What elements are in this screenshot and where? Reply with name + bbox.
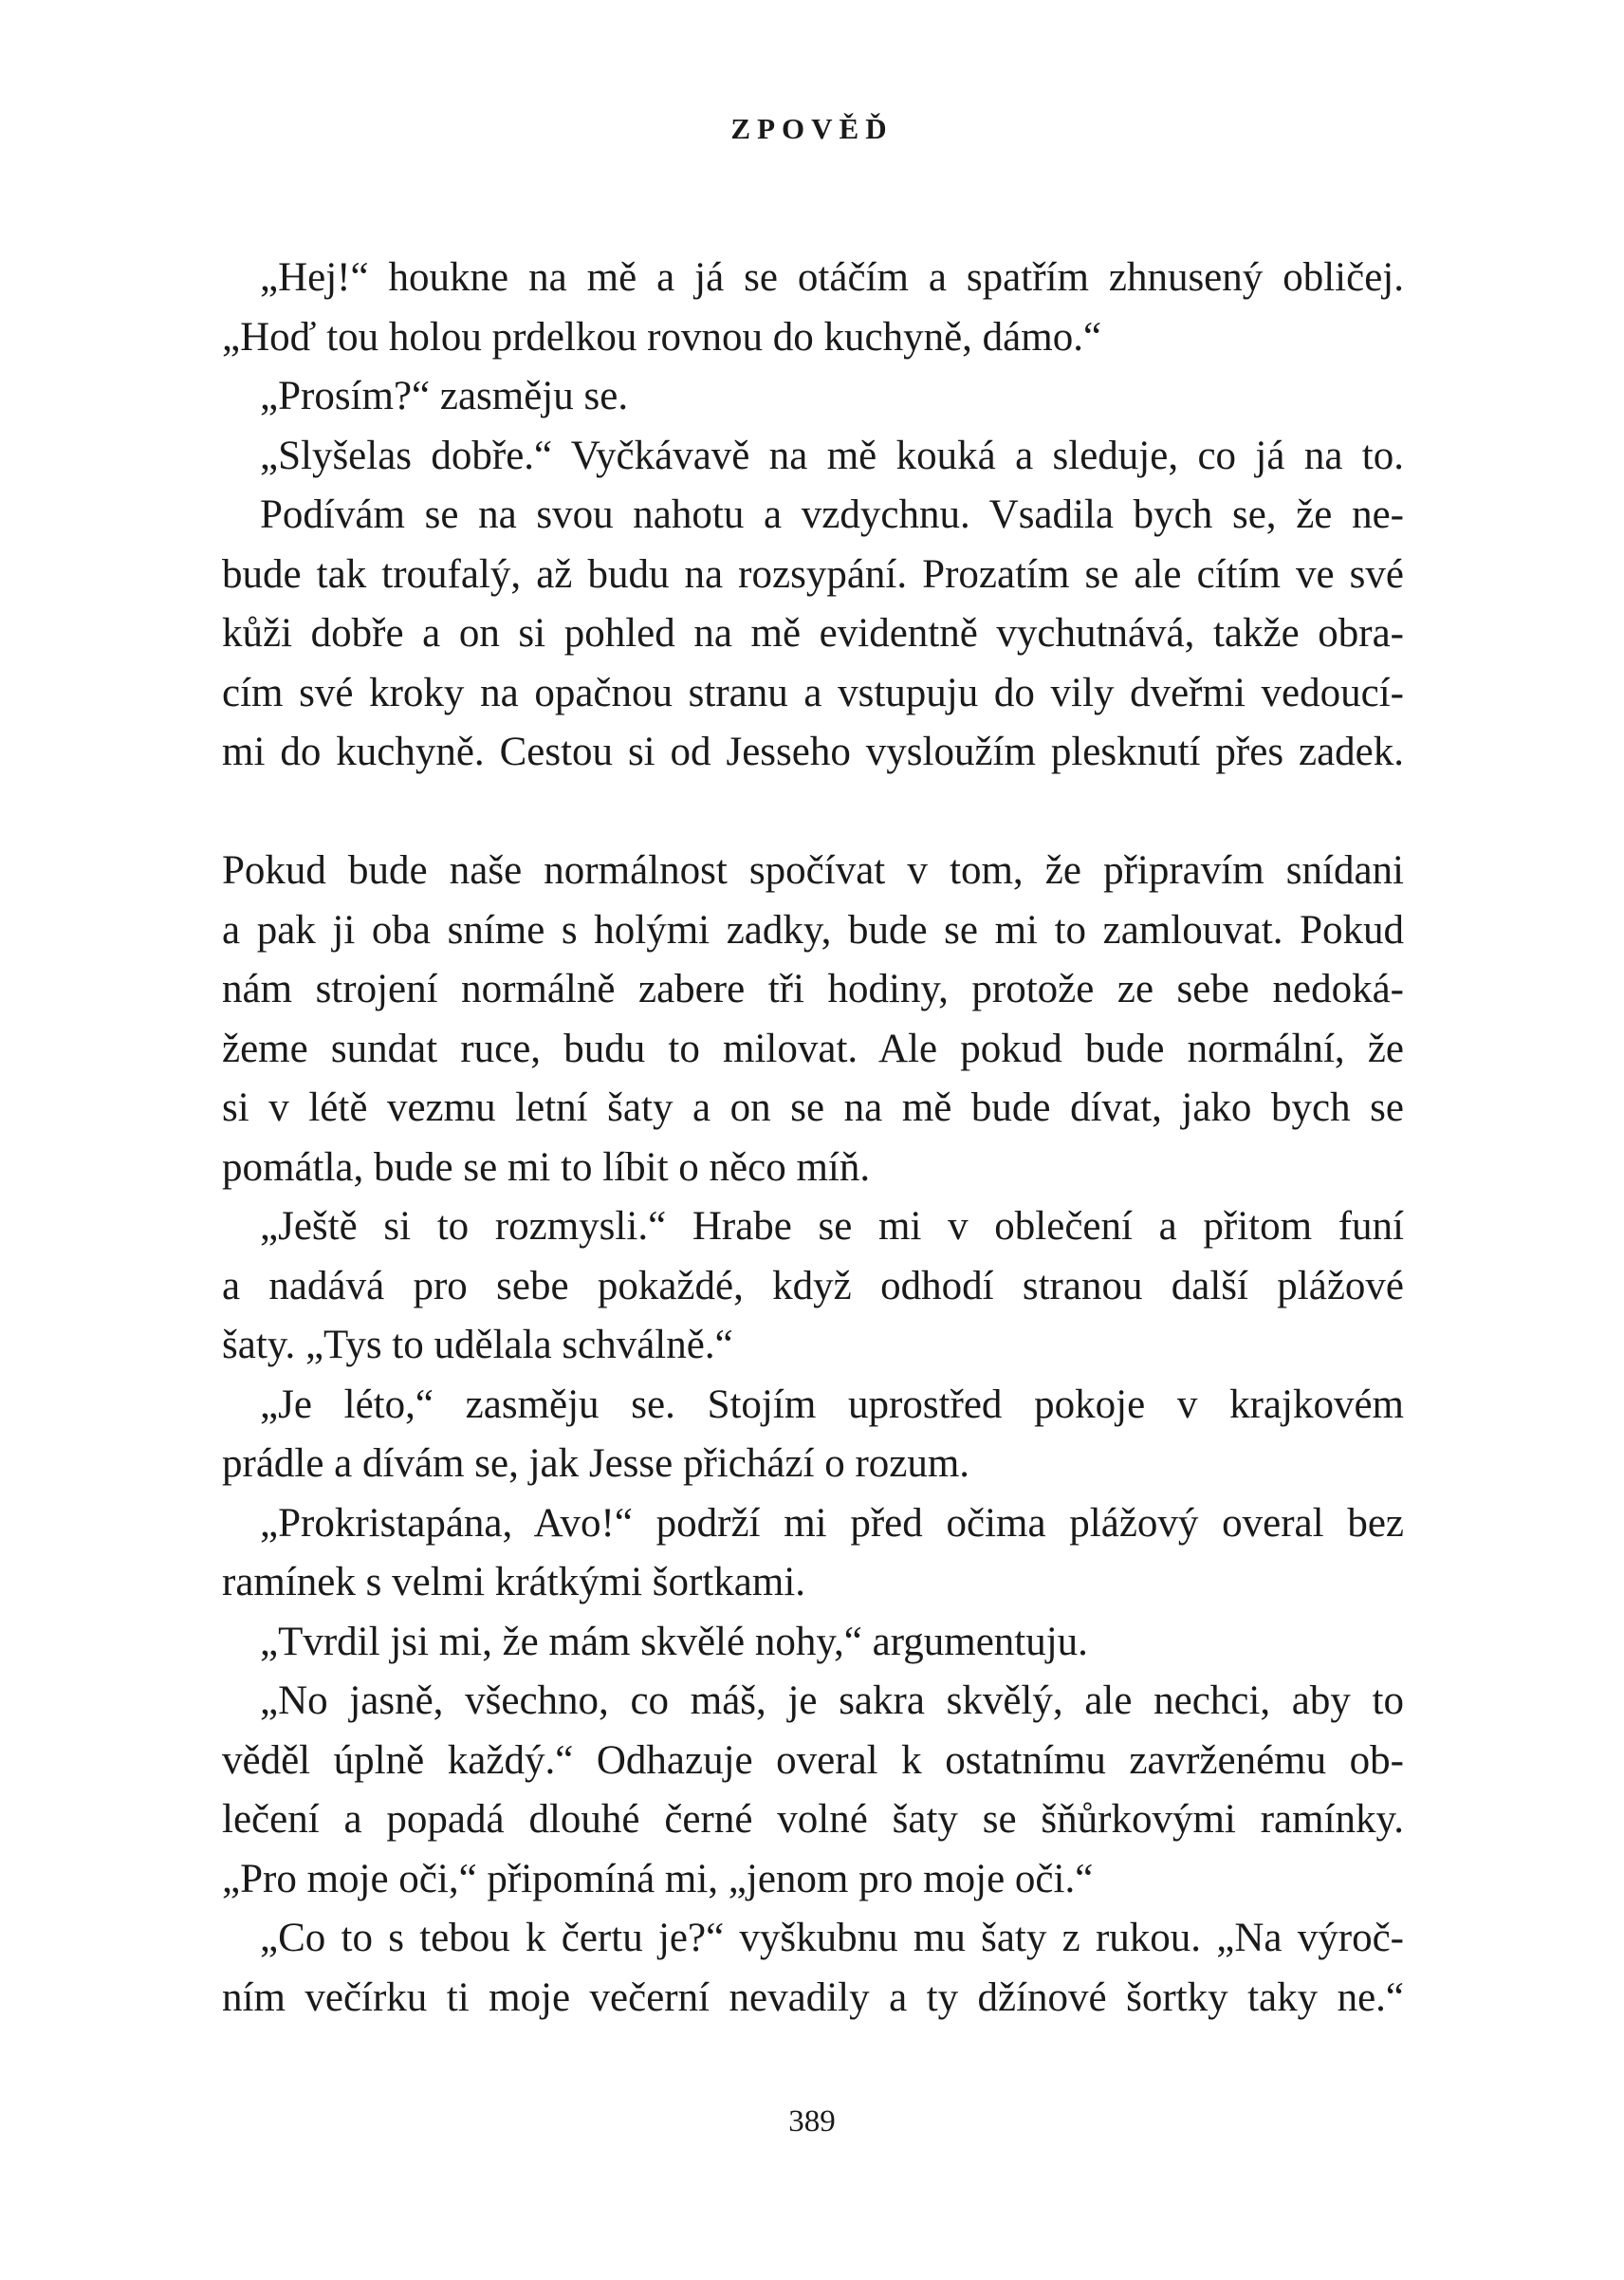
text-line: nám strojení normálně zabere tři hodiny, protože ze sebe nedoká- bbox=[222, 967, 1404, 1011]
text-line: „Hej!“ houkne na mě a já se otáčím a spatřím zhnusený obličej. bbox=[260, 255, 1404, 300]
text-line: Pokud bude naše normálnost spočívat v tom, že připravím snídani bbox=[222, 848, 1404, 893]
text-line: „Prosím?“ zasměju se. bbox=[260, 374, 629, 418]
text-line: pomátla, bude se mi to líbit o něco míň. bbox=[222, 1144, 871, 1190]
text-line: a nadává pro sebe pokaždé, když odhodí stranou další plážové bbox=[222, 1263, 1404, 1308]
text-line: „Tvrdil jsi mi, že mám skvělé nohy,“ argumentuju. bbox=[260, 1619, 1088, 1664]
text-line: lečení a popadá dlouhé černé volné šaty se šňůrkovými ramínky. bbox=[222, 1797, 1404, 1842]
text-line: bude tak troufalý, až budu na rozsypání. Prozatím se ale cítím ve své bbox=[222, 551, 1404, 597]
text-line: Podívám se na svou nahotu a vzdychnu. Vsadila bych se, že ne- bbox=[260, 492, 1404, 537]
text-line: „Prokristapána, Avo!“ podrží mi před očima plážový overal bez bbox=[260, 1500, 1404, 1546]
text-line: mi do kuchyně. Cestou si od Jesseho vysloužím plesknutí přes zadek. bbox=[222, 730, 1404, 774]
text-line: prádle a dívám se, jak Jesse přichází o rozum. bbox=[222, 1441, 970, 1486]
text-line: ním večírku ti moje večerní nevadily a ty džínové šortky taky ne.“ bbox=[222, 1974, 1404, 2020]
page-number: 389 bbox=[788, 2104, 836, 2139]
text-line: „Co to s tebou k čertu je?“ vyškubnu mu šaty z rukou. „Na výroč- bbox=[260, 1916, 1404, 1960]
text-line: cím své kroky na opačnou stranu a vstupuju do vily dveřmi vedoucí- bbox=[222, 670, 1404, 715]
text-line: a pak ji oba sníme s holými zadky, bude se mi to zamlouvat. Pokud bbox=[222, 907, 1404, 953]
text-line: kůži dobře a on si pohled na mě evidentně vychutnává, takže obra- bbox=[222, 611, 1404, 656]
text-line: ramínek s velmi krátkými šortkami. bbox=[222, 1560, 806, 1604]
text-line: věděl úplně každý.“ Odhazuje overal k ostatnímu zavrženému ob- bbox=[222, 1737, 1404, 1783]
text-line: „Pro moje oči,“ připomíná mi, „jenom pro moje oči.“ bbox=[222, 1856, 1094, 1901]
section-break bbox=[222, 783, 1404, 843]
text-line: žeme sundat ruce, budu to milovat. Ale pokud bude normální, že bbox=[222, 1026, 1404, 1071]
text-line: „No jasně, všechno, co máš, je sakra skvělý, ale nechci, aby to bbox=[260, 1678, 1404, 1723]
text-line: „Hoď tou holou prdelkou rovnou do kuchyně, dámo.“ bbox=[222, 314, 1102, 360]
text-line: si v létě vezmu letní šaty a on se na mě bude dívat, jako bych se bbox=[222, 1085, 1404, 1130]
running-head: ZPOVĚĎ bbox=[730, 112, 894, 145]
text-line: šaty. „Tys to udělala schválně.“ bbox=[222, 1323, 733, 1367]
text-line: „Je léto,“ zasměju se. Stojím uprostřed pokoje v krajkovém bbox=[260, 1381, 1404, 1427]
text-line: „Slyšelas dobře.“ Vyčkávavě na mě kouká a sleduje, co já na to. bbox=[260, 433, 1404, 478]
body-text bbox=[222, 249, 1404, 2028]
text-line: „Ještě si to rozmysli.“ Hrabe se mi v oblečení a přitom funí bbox=[260, 1204, 1404, 1249]
